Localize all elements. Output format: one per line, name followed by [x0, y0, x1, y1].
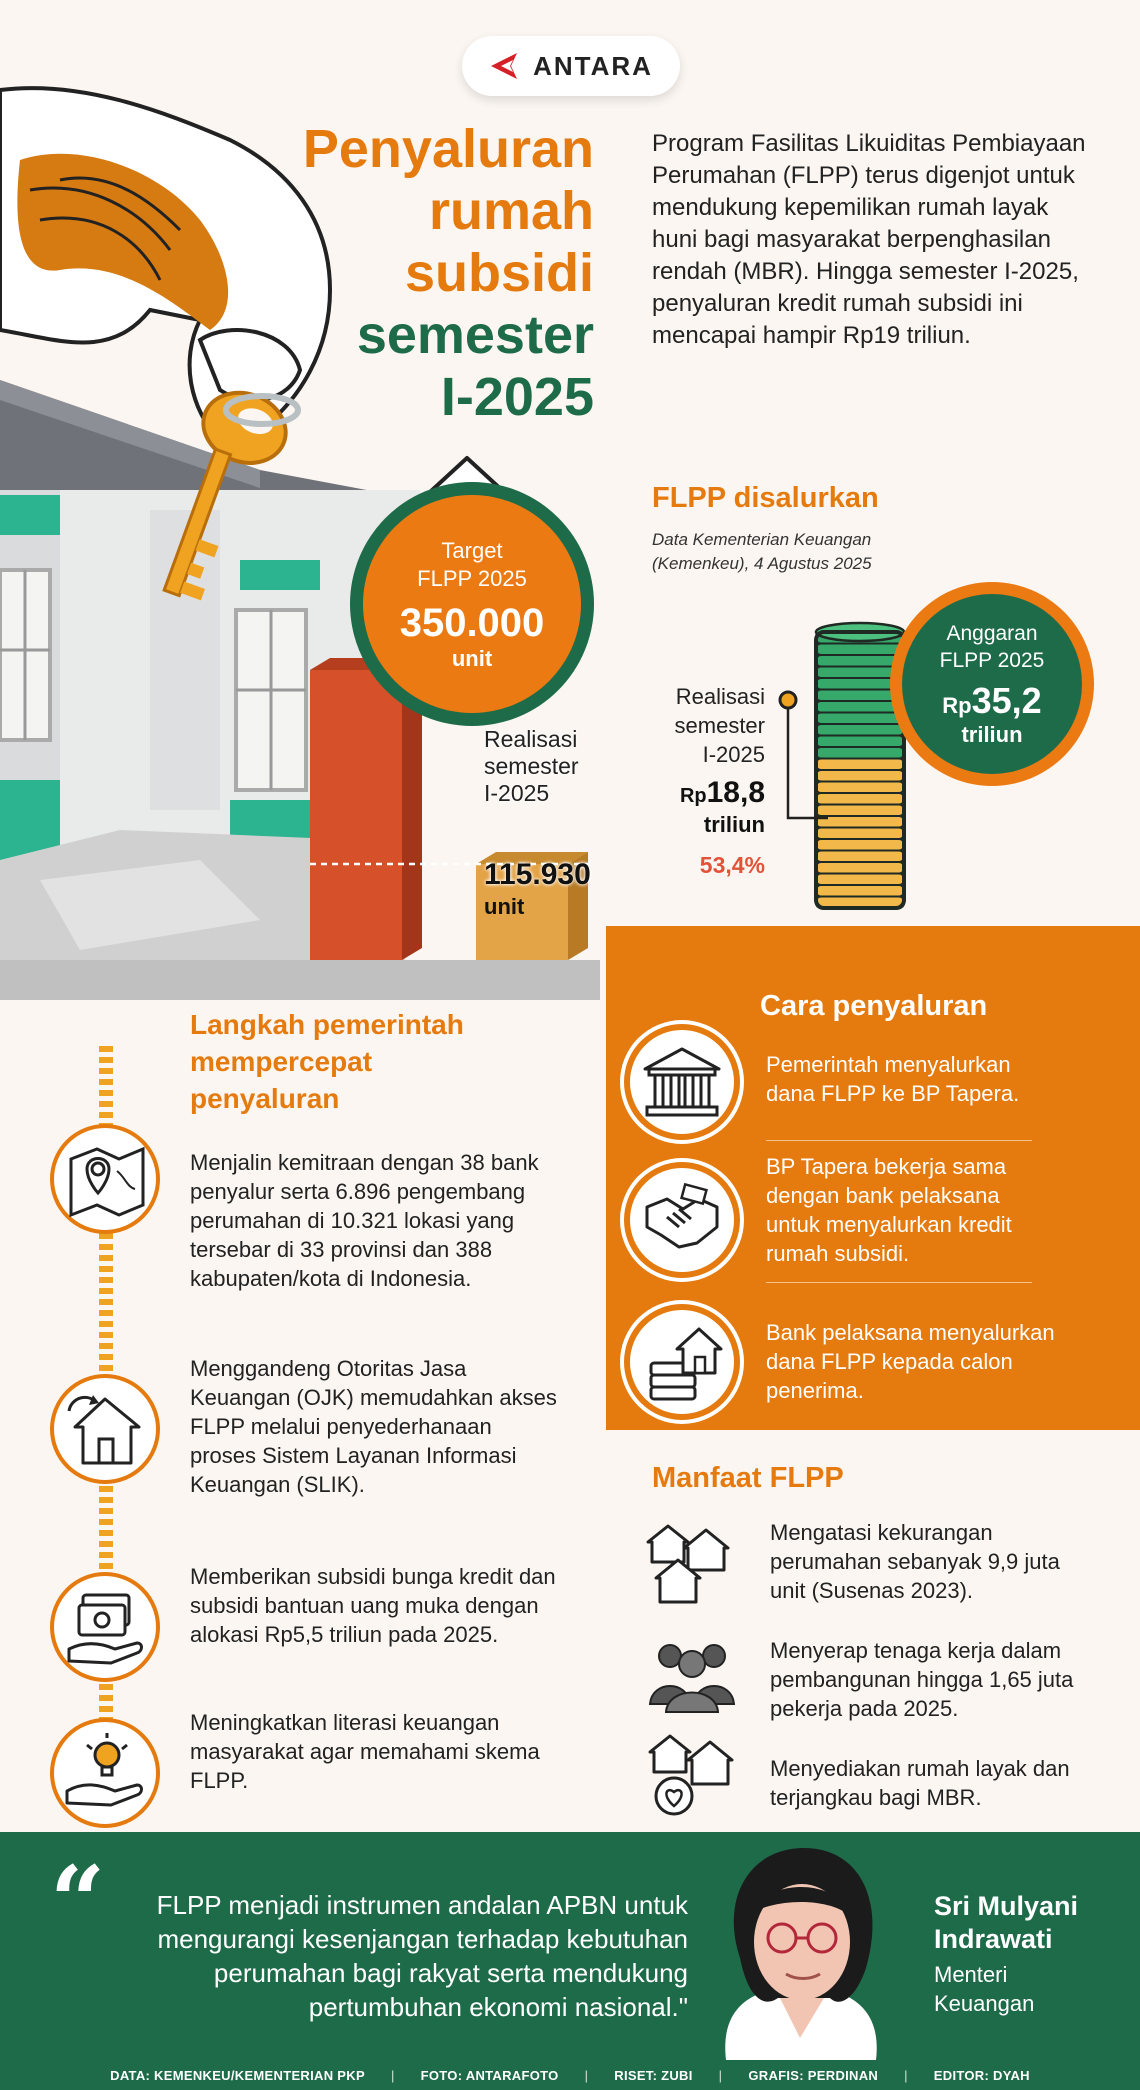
budget-circle: [890, 582, 1094, 786]
budget-amount: 35,2: [971, 680, 1042, 721]
speaker-title-line-1: Menteri: [934, 1962, 1008, 1987]
cara-2-text: BP Tapera bekerja sama dengan bank pelaksana untuk menyalurkan kredit rumah subsidi.: [766, 1154, 1012, 1266]
credit-editor: EDITOR: DYAH: [933, 2067, 1030, 2083]
speaker-name-line-1: Sri Mulyani: [934, 1891, 1079, 1921]
realisasi-fund-label-3: I-2025: [702, 742, 765, 767]
credit-separator: |: [584, 2067, 589, 2083]
flpp-heading: FLPP disalurkan: [652, 482, 879, 514]
manfaat-2-text: Menyerap tenaga kerja dalam pembangunan hingga 1,65 juta pekerja pada 2025.: [770, 1638, 1074, 1721]
credits-footer: [0, 2060, 1140, 2090]
quote-mark-icon: “: [50, 1845, 106, 1958]
title-line-1: Penyaluran: [302, 119, 594, 179]
antara-logo-mark-icon: [489, 51, 523, 81]
cara-3-text: Bank pelaksana menyalurkan dana FLPP kepada calon penerima.: [766, 1320, 1055, 1403]
realisasi-fund-label: [630, 682, 765, 769]
cara-divider: [766, 1282, 1032, 1283]
speaker-name: [934, 1890, 1114, 1956]
antara-logo[interactable]: [462, 36, 680, 96]
coin-realized: [816, 839, 904, 851]
credit-grafis: GRAFIS: PERDINAN: [748, 2067, 879, 2083]
budget-label-2: FLPP 2025: [939, 649, 1045, 672]
bar-target: [310, 670, 402, 960]
flpp-source-line-1: Data Kementerian Keuangan: [652, 530, 872, 549]
steps-heading-line-1: Langkah pemerintah: [190, 1009, 464, 1040]
target-value: 350.000: [399, 600, 545, 645]
target-unit: unit: [451, 645, 493, 671]
realisasi-fund-label-1: Realisasi: [675, 684, 765, 709]
house-refresh-icon: [50, 1374, 160, 1484]
target-label-1: Target: [441, 537, 503, 563]
steps-heading: [190, 1006, 530, 1117]
realisasi-leader-line: [770, 690, 830, 830]
house-money-icon: [624, 1304, 740, 1420]
realisasi-fund-amount: 18,8: [706, 776, 765, 809]
steps-heading-line-3: penyaluran: [190, 1083, 340, 1114]
credit-separator: |: [718, 2067, 723, 2083]
map-pin-icon: [50, 1124, 160, 1234]
manfaat-3-text: Menyediakan rumah layak dan terjangkau bagi MBR.: [770, 1756, 1070, 1810]
realisasi-fund-label-2: semester: [674, 713, 765, 738]
houses-heart-icon: [644, 1726, 740, 1822]
lightbulb-hand-icon: [50, 1718, 160, 1828]
realisasi-fund-value: [630, 776, 765, 810]
cara-1-text: Pemerintah menyalurkan dana FLPP ke BP Tapera.: [766, 1052, 1020, 1106]
realisasi-fund-unit: triliun: [703, 812, 765, 837]
step-2-text: Menggandeng Otoritas Jasa Keuangan (OJK) memudahkan akses FLPP melalui penyederhanaan proses Sistem Layanan Informasi Keuangan (SLIK).: [190, 1356, 557, 1497]
budget-unit: triliun: [961, 722, 1023, 747]
budget-currency: Rp: [942, 693, 972, 718]
title-line-5: I-2025: [440, 367, 594, 427]
flpp-source-line-2: (Kemenkeu), 4 Agustus 2025: [652, 554, 872, 573]
realisasi-fund-percent: 53,4%: [699, 852, 765, 878]
target-label-2: FLPP 2025: [417, 565, 527, 591]
step-3-text: Memberikan subsidi bunga kredit dan subsidi bantuan uang muka dengan alokasi Rp5,5 triliun pada 2025.: [190, 1564, 556, 1647]
cara-heading: Cara penyaluran: [760, 990, 988, 1022]
intro-paragraph: Program Fasilitas Likuiditas Pembiayaan Perumahan (FLPP) terus digenjot untuk mendukung kepemilikan rumah layak huni bagi masyarakat berpenghasilan rendah (MBR). Hingga semester I-2025, penyaluran kredit rumah subsidi ini mencapai hampir Rp19 triliun.: [652, 130, 1086, 349]
step-4-text: Meningkatkan literasi keuangan masyarakat agar memahami skema FLPP.: [190, 1710, 540, 1793]
realisasi-bar-label: [484, 726, 614, 807]
credit-riset: RISET: ZUBI: [614, 2067, 693, 2083]
realisasi-fund-currency: Rp: [679, 785, 707, 807]
workers-icon: [644, 1628, 740, 1724]
antara-wordmark: ANTARA: [533, 50, 653, 81]
coin-budget-remaining: [816, 644, 904, 656]
credit-foto: FOTO: ANTARAFOTO: [420, 2067, 559, 2083]
handshake-icon: [624, 1162, 740, 1278]
realisasi-unit-value: 115.930: [484, 858, 591, 891]
realisasi-bar-label-1: Realisasi: [484, 726, 578, 752]
step-1-text: Menjalin kemitraan dengan 38 bank penyalur serta 6.896 pengembang perumahan di 10.321 lokasi yang tersebar di 33 provinsi dan 388 kabupaten/kota di Indonesia.: [190, 1150, 539, 1291]
flpp-source: [652, 528, 952, 576]
realisasi-unit-label: unit: [484, 894, 525, 919]
speaker-title: [934, 1960, 1114, 2018]
speaker-title-line-2: Keuangan: [934, 1991, 1035, 2016]
budget-label-1: Anggaran: [946, 622, 1038, 645]
credit-data: DATA: KEMENKEU/KEMENTERIAN PKP: [110, 2067, 365, 2083]
title-line-3: subsidi: [404, 243, 594, 303]
speaker-portrait: [680, 1838, 920, 2060]
coin-realized: [816, 851, 904, 863]
realisasi-bar-label-3: I-2025: [484, 780, 550, 806]
title-line-4: semester: [356, 305, 594, 365]
coin-realized: [816, 885, 904, 897]
cara-divider: [766, 1140, 1032, 1141]
target-circle: [350, 482, 594, 726]
realisasi-bar-label-2: semester: [484, 753, 579, 779]
money-hand-icon: [50, 1572, 160, 1682]
manfaat-heading: Manfaat FLPP: [652, 1462, 844, 1494]
budget-value: [942, 680, 1041, 722]
title-line-2: rumah: [428, 181, 594, 241]
steps-heading-line-2: mempercepat: [190, 1046, 373, 1077]
quote-text: FLPP menjadi instrumen andalan APBN untuk mengurangi kesenjangan terhadap kebutuhan perumahan bagi rakyat serta mendukung pertumbuhan ekonomi nasional.": [156, 1890, 688, 2022]
manfaat-1-text: Mengatasi kekurangan perumahan sebanyak 9,9 juta unit (Susenas 2023).: [770, 1520, 1060, 1603]
speaker-name-line-2: Indrawati: [934, 1924, 1053, 1954]
credit-separator: |: [904, 2067, 908, 2083]
government-building-icon: [624, 1024, 740, 1140]
coin-realized: [816, 874, 904, 886]
coin-realized: [816, 862, 904, 874]
houses-icon: [644, 1512, 740, 1608]
page-title: [174, 118, 594, 428]
credit-separator: |: [390, 2067, 395, 2083]
